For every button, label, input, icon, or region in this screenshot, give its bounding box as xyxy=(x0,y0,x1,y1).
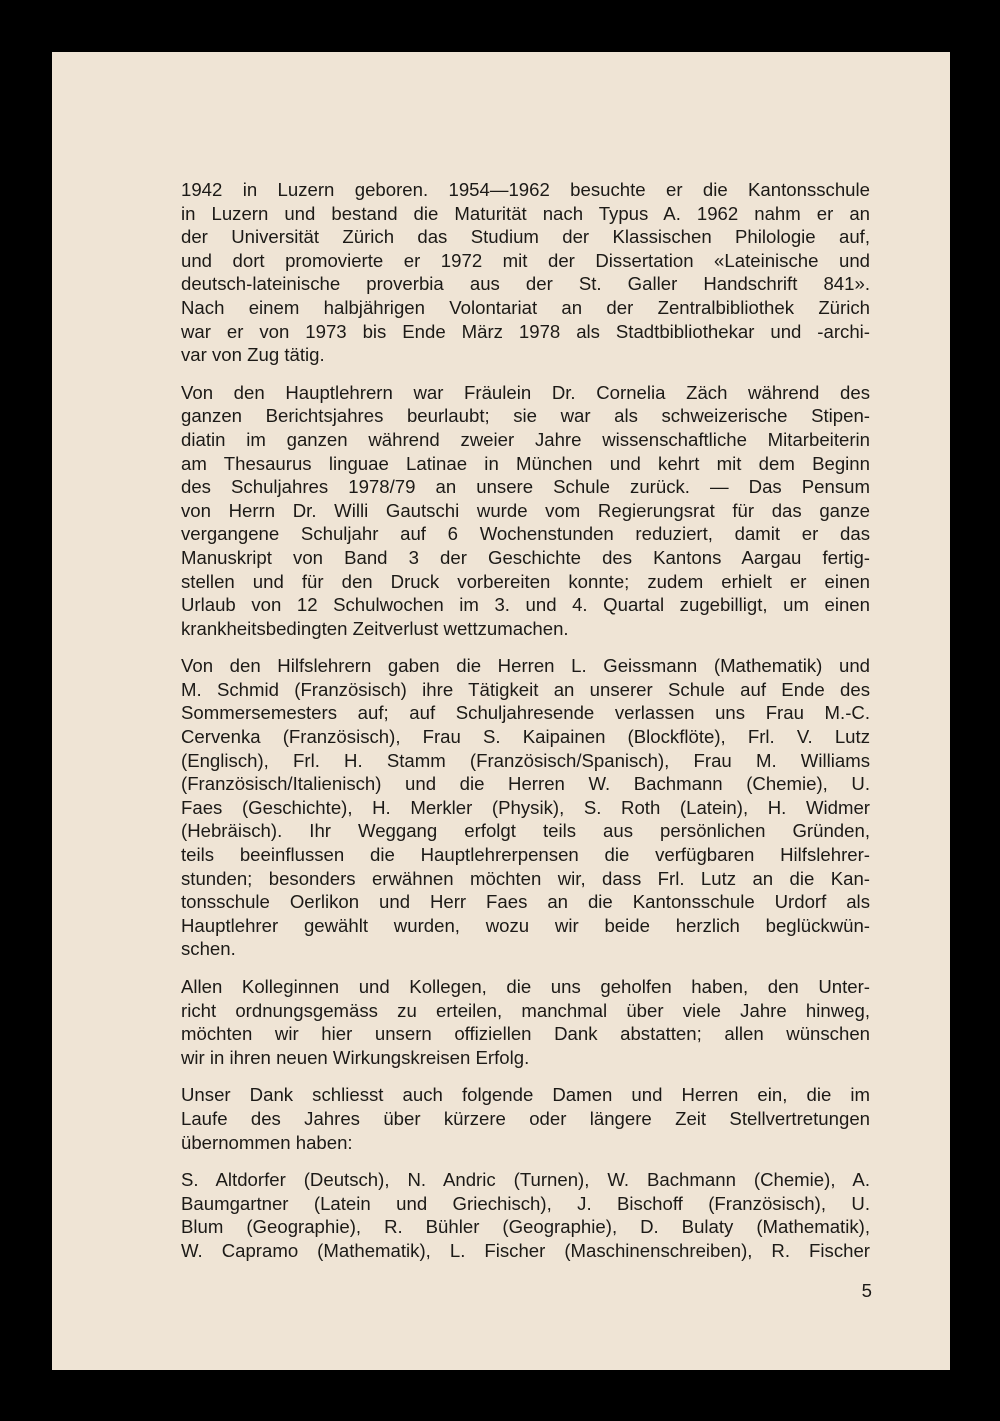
text-line: Laufe des Jahres über kürzere oder längere Zeit Stellvertretungen xyxy=(181,1107,870,1129)
text-line: Nach einem halbjährigen Volontariat an der Zentralbibliothek Zürich xyxy=(181,296,870,318)
text-line: M. Schmid (Französisch) ihre Tätigkeit an unserer Schule auf Ende des xyxy=(181,678,870,700)
text-line: vergangene Schuljahr auf 6 Wochenstunden reduziert, damit er das xyxy=(181,523,870,545)
text-line: (Englisch), Frl. H. Stamm (Französisch/Spanisch), Frau M. Williams xyxy=(181,749,870,771)
text-line: stellen und für den Druck vorbereiten konnte; zudem erhielt er einen xyxy=(181,570,870,592)
text-line: teils beeinflussen die Hauptlehrerpensen die verfügbaren Hilfslehrer- xyxy=(181,844,870,866)
text-line: 1942 in Luzern geboren. 1954—1962 besuchte er die Kantonsschule xyxy=(181,179,870,200)
text-line: krankheitsbedingten Zeitverlust wettzumachen. xyxy=(181,617,569,639)
text-line: Sommersemesters auf; auf Schuljahresende verlassen uns Frau M.-C. xyxy=(181,702,870,724)
text-line: Von den Hilfslehrern gaben die Herren L. Geissmann (Mathematik) und xyxy=(181,655,870,677)
text-line: in Luzern und bestand die Maturität nach Typus A. 1962 nahm er an xyxy=(181,202,870,224)
text-line: tonsschule Oerlikon und Herr Faes an die Kantonsschule Urdorf als xyxy=(181,891,870,913)
text-line: Von den Hauptlehrern war Fräulein Dr. Cornelia Zäch während des xyxy=(181,381,870,403)
text-line: (Französisch/Italienisch) und die Herren W. Bachmann (Chemie), U. xyxy=(181,773,870,795)
paragraph xyxy=(181,1083,870,1154)
text-line: diatin im ganzen während zweier Jahre wissenschaftliche Mitarbeiterin xyxy=(181,428,870,450)
text-line: des Schuljahres 1978/79 an unsere Schule zurück. — Das Pensum xyxy=(181,476,870,498)
text-line: wir in ihren neuen Wirkungskreisen Erfolg. xyxy=(181,1046,530,1068)
text-line: Unser Dank schliesst auch folgende Damen und Herren ein, die im xyxy=(181,1084,870,1106)
text-line: stunden; besonders erwähnen möchten wir, dass Frl. Lutz an die Kan- xyxy=(181,867,870,889)
text-line: var von Zug tätig. xyxy=(181,344,325,366)
text-line: W. Capramo (Mathematik), L. Fischer (Maschinenschreiben), R. Fischer xyxy=(181,1239,870,1261)
text-line: (Hebräisch). Ihr Weggang erfolgt teils aus persönlichen Gründen, xyxy=(181,820,870,842)
text-line: richt ordnungsgemäss zu erteilen, manchmal über viele Jahre hinweg, xyxy=(181,999,870,1021)
text-line: der Universität Zürich das Studium der Klassischen Philologie auf, xyxy=(181,226,870,248)
text-line: war er von 1973 bis Ende März 1978 als Stadtbibliothekar und -archi- xyxy=(181,320,870,342)
paragraph xyxy=(181,178,870,367)
text-line: am Thesaurus linguae Latinae in München und kehrt mit dem Beginn xyxy=(181,452,870,474)
text-line: schen. xyxy=(181,938,236,960)
text-line: von Herrn Dr. Willi Gautschi wurde vom Regierungsrat für das ganze xyxy=(181,499,870,521)
text-line: Blum (Geographie), R. Bühler (Geographie), D. Bulaty (Mathematik), xyxy=(181,1216,870,1238)
text-line: übernommen haben: xyxy=(181,1131,353,1153)
document-page xyxy=(52,52,950,1370)
body-text xyxy=(181,178,870,1277)
text-line: S. Altdorfer (Deutsch), N. Andric (Turnen), W. Bachmann (Chemie), A. xyxy=(181,1169,870,1191)
page-number: 5 xyxy=(861,1280,872,1301)
text-line: und dort promovierte er 1972 mit der Dissertation «Lateinische und xyxy=(181,249,870,271)
paragraph xyxy=(181,654,870,961)
paragraph xyxy=(181,1168,870,1262)
paragraph xyxy=(181,975,870,1069)
text-line: Allen Kolleginnen und Kollegen, die uns geholfen haben, den Unter- xyxy=(181,976,870,997)
text-line: Faes (Geschichte), H. Merkler (Physik), S. Roth (Latein), H. Widmer xyxy=(181,796,870,818)
text-line: Baumgartner (Latein und Griechisch), J. Bischoff (Französisch), U. xyxy=(181,1192,870,1214)
text-line: Manuskript von Band 3 der Geschichte des Kantons Aargau fertig- xyxy=(181,546,870,568)
text-line: möchten wir hier unsern offiziellen Dank abstatten; allen wünschen xyxy=(181,1023,870,1045)
text-line: deutsch-lateinische proverbia aus der St. Galler Handschrift 841». xyxy=(181,273,870,295)
text-line: Hauptlehrer gewählt wurden, wozu wir beide herzlich beglückwün- xyxy=(181,914,870,936)
text-line: Cervenka (Französisch), Frau S. Kaipainen (Blockflöte), Frl. V. Lutz xyxy=(181,726,870,748)
text-line: ganzen Berichtsjahres beurlaubt; sie war als schweizerische Stipen- xyxy=(181,405,870,427)
paragraph xyxy=(181,381,870,641)
text-line: Urlaub von 12 Schulwochen im 3. und 4. Quartal zugebilligt, um einen xyxy=(181,594,870,616)
